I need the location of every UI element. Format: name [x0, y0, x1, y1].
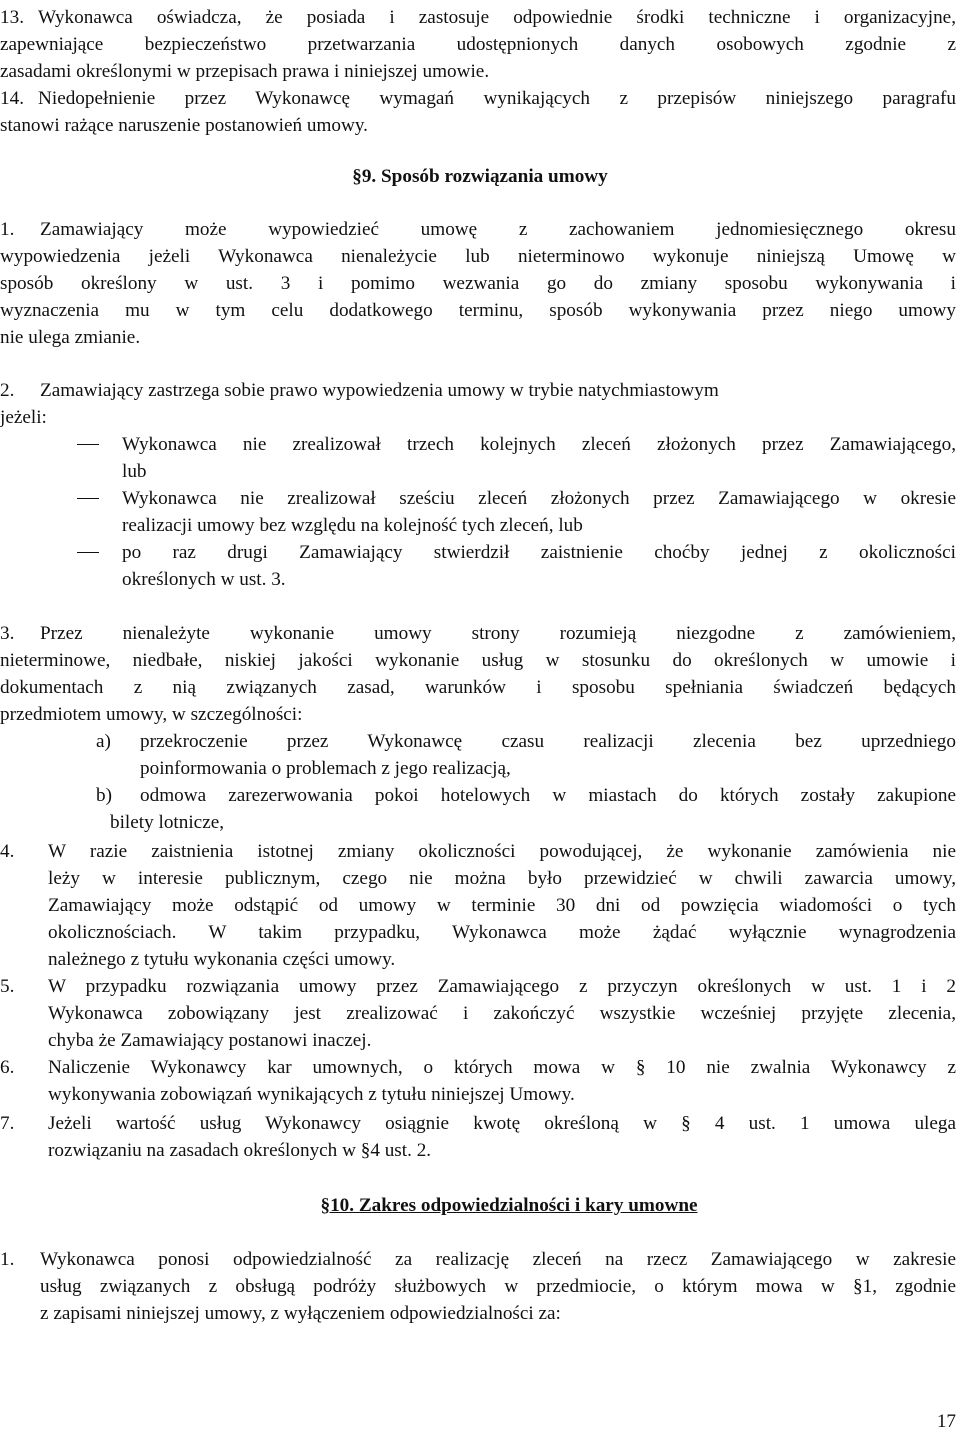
- text-line: z zapisami niniejszej umowy, z wyłączeniem odpowiedzialności za:: [40, 1303, 561, 1324]
- text-line: W przypadku rozwiązania umowy przez Zamawiającego z przyczyn określonych w ust. 1 i 2: [48, 976, 956, 997]
- text-line: usług związanych z obsługą podróży służbowych w przedmiocie, o którym mowa w §1, zgodnie: [40, 1276, 956, 1297]
- text-line: wykonywania zobowiązań wynikających z tytułu niniejszej Umowy.: [48, 1084, 575, 1105]
- text-line: W razie zaistnienia istotnej zmiany okoliczności powodującej, że wykonanie zamówienia nie: [48, 841, 956, 862]
- text-line: Niedopełnienie przez Wykonawcę wymagań wynikających z przepisów niniejszego paragrafu: [38, 88, 956, 109]
- text-line: odmowa zarezerwowania pokoi hotelowych w miastach do których zostały zakupione: [140, 785, 956, 806]
- text-line: lub: [122, 461, 147, 482]
- item-number: 6.: [0, 1057, 15, 1078]
- text-line: należnego z tytułu wykonania części umowy.: [48, 949, 396, 970]
- text-line: Jeżeli wartość usług Wykonawcy osiągnie kwotę określoną w § 4 ust. 1 umowa ulega: [48, 1113, 956, 1134]
- item-number: 2.: [0, 380, 15, 401]
- dash-bullet: [77, 552, 99, 553]
- text-line: rozwiązaniu na zasadach określonych w §4 ust. 2.: [48, 1140, 432, 1161]
- text-line: Zamawiający zastrzega sobie prawo wypowiedzenia umowy w trybie natychmiastowym: [40, 380, 719, 401]
- text-line: Wykonawca oświadcza, że posiada i zastosuje odpowiednie środki techniczne i organizacyjne,: [38, 7, 956, 28]
- text-line: poinformowania o problemach z jego realizacją,: [140, 758, 511, 779]
- text-line: sposób określony w ust. 3 i pomimo wezwania go do zmiany sposobu wykonywania i: [0, 273, 956, 294]
- text-line: Wykonawca nie zrealizował sześciu zleceń złożonych przez Zamawiającego w okresie: [122, 488, 956, 509]
- text-line: jeżeli:: [0, 407, 47, 428]
- page-number: 17: [936, 1411, 956, 1432]
- text-line: określonych w ust. 3.: [122, 569, 286, 590]
- text-line: chyba że Zamawiający postanowi inaczej.: [48, 1030, 372, 1051]
- text-line: Wykonawca nie zrealizował trzech kolejnych zleceń złożonych przez Zamawiającego,: [122, 434, 956, 455]
- text-line: okolicznościach. W takim przypadku, Wykonawca może żądać wyłącznie wynagrodzenia: [48, 922, 956, 943]
- text-line: Wykonawca zobowiązany jest zrealizować i zakończyć wszystkie wcześniej przyjęte zlecenia,: [48, 1003, 956, 1024]
- text-line: Wykonawca ponosi odpowiedzialność za realizację zleceń na rzecz Zamawiającego w zakresie: [40, 1249, 956, 1270]
- text-line: po raz drugi Zamawiający stwierdził zaistnienie choćby jednej z okoliczności: [122, 542, 956, 563]
- item-number: 14.: [0, 88, 24, 109]
- text-line: nie ulega zmianie.: [0, 327, 141, 348]
- subitem-label: b): [96, 785, 112, 806]
- text-line: Naliczenie Wykonawcy kar umownych, o których mowa w § 10 nie zwalnia Wykonawcy z: [48, 1057, 956, 1078]
- item-number: 1.: [0, 219, 15, 240]
- dash-bullet: [77, 498, 99, 499]
- text-line: bilety lotnicze,: [110, 812, 225, 833]
- text-line: przekroczenie przez Wykonawcę czasu realizacji zlecenia bez uprzedniego: [140, 731, 956, 752]
- item-number: 4.: [0, 841, 15, 862]
- text-line: Przez nienależyte wykonanie umowy strony rozumieją niezgodne z zamówieniem,: [40, 623, 956, 644]
- item-number: 1.: [0, 1249, 15, 1270]
- text-line: leży w interesie publicznym, czego nie można było przewidzieć w chwili zawarcia umowy,: [48, 868, 956, 889]
- text-line: dokumentach z nią związanych zasad, warunków i sposobu spełniania świadczeń będących: [0, 677, 956, 698]
- text-line: Zamawiający może wypowiedzieć umowę z zachowaniem jednomiesięcznego okresu: [40, 219, 956, 240]
- item-number: 13.: [0, 7, 24, 28]
- text-line: nieterminowe, niedbałe, niskiej jakości wykonanie usług w stosunku do określonych w umowie i: [0, 650, 956, 671]
- text-line: przedmiotem umowy, w szczególności:: [0, 704, 303, 725]
- item-number: 3.: [0, 623, 15, 644]
- text-line: zapewniające bezpieczeństwo przetwarzania udostępnionych danych osobowych zgodnie z: [0, 34, 956, 55]
- text-line: realizacji umowy bez względu na kolejność tych zleceń, lub: [122, 515, 583, 536]
- dash-bullet: [77, 444, 99, 445]
- text-line: stanowi rażące naruszenie postanowień umowy.: [0, 115, 368, 136]
- text-line: zasadami określonymi w przepisach prawa i niniejszej umowie.: [0, 61, 490, 82]
- text-line: wyznaczenia mu w tym celu dodatkowego terminu, sposób wykonywania przez niego umowy: [0, 300, 956, 321]
- text-line: Zamawiający może odstąpić od umowy w terminie 30 dni od powzięcia wiadomości o tych: [48, 895, 956, 916]
- item-number: 5.: [0, 976, 15, 997]
- section-heading-9: §9. Sposób rozwiązania umowy: [352, 166, 608, 187]
- item-number: 7.: [0, 1113, 15, 1134]
- subitem-label: a): [96, 731, 111, 752]
- section-heading-10: §10. Zakres odpowiedzialności i kary umowne: [320, 1195, 698, 1216]
- text-line: wypowiedzenia jeżeli Wykonawca nienależycie lub nieterminowo wykonuje niniejszą Umowę w: [0, 246, 956, 267]
